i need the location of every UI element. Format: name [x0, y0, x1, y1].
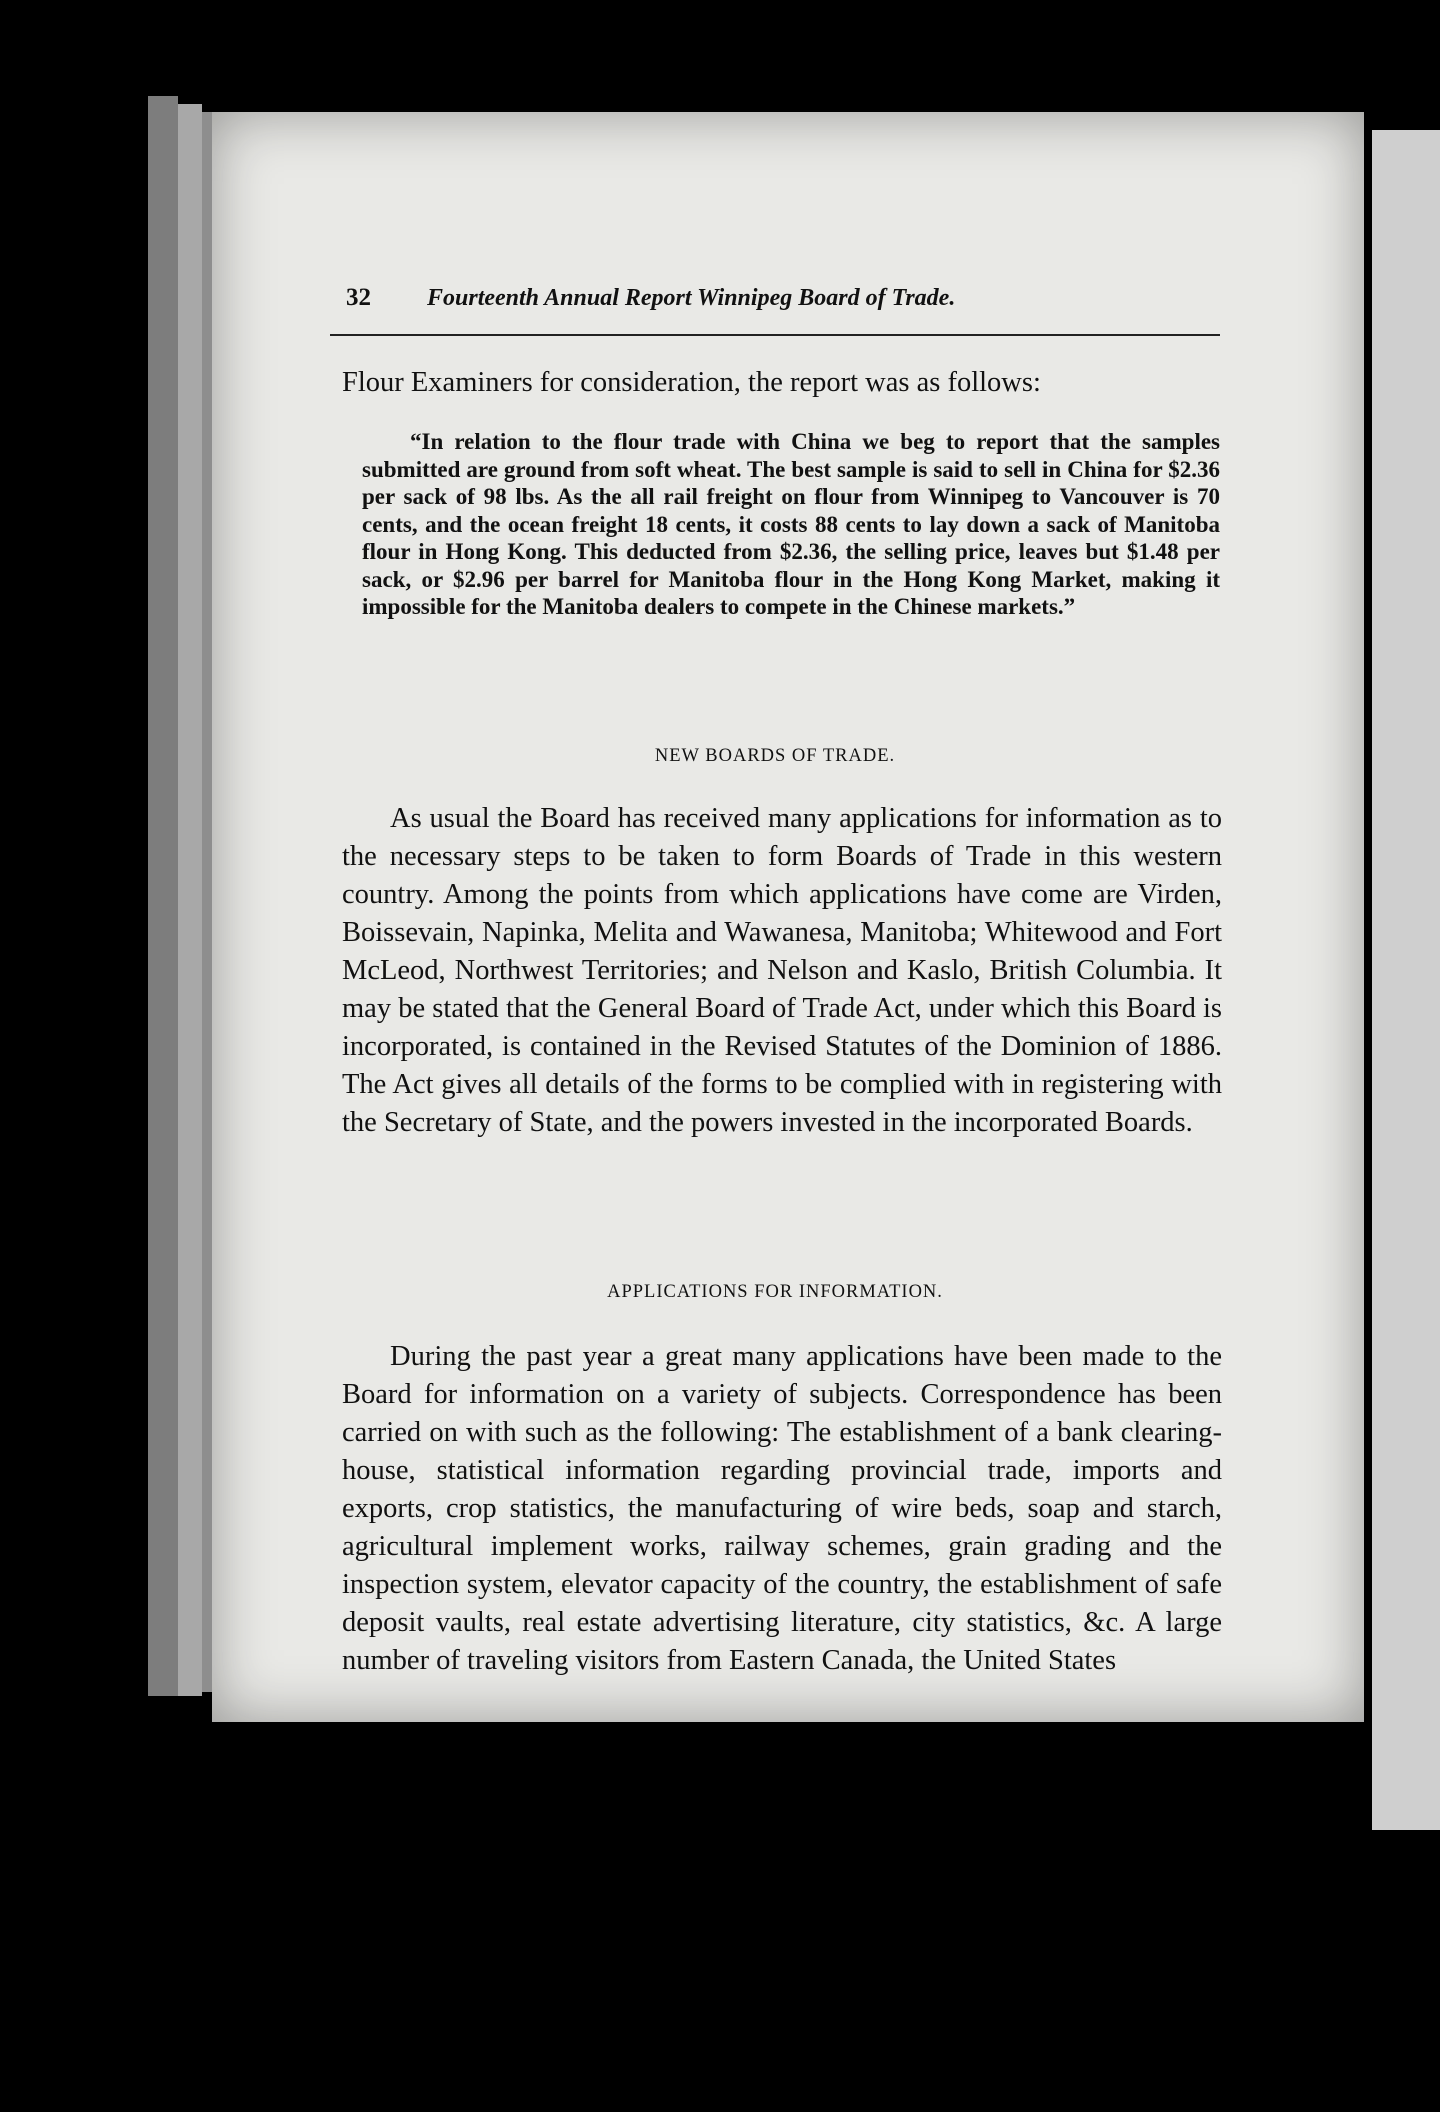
section-heading-new-boards: NEW BOARDS OF TRADE.: [654, 746, 896, 766]
header-rule: [330, 334, 1220, 336]
page-header: [346, 284, 1210, 312]
section-heading-applications: APPLICATIONS FOR INFORMATION.: [607, 1282, 943, 1302]
applications-paragraph: During the past year a great many applications have been made to the Board for information on a variety of subjects. Correspondence has been carried on with such as the following: The establishment of a bank clearing-house, statistical information regarding provincial trade, imports and exports, crop statistics, the manufacturing of wire beds, soap and starch, agricultural implement works, railway schemes, grain grading and the inspection system, elevator capacity of the country, the establishment of safe deposit vaults, real estate advertising literature, city statistics, &c. A large number of traveling visitors from Eastern Canada, the United States: [342, 1341, 1222, 1676]
adjacent-page-sliver: [1372, 130, 1440, 1830]
quoted-report: “In relation to the flour trade with China we beg to report that the samples submitted are ground from soft wheat. The best sample is said to sell in China for $2.36 per sack of 98 lbs. As the all rail freight on flour from Winnipeg to Vancouver is 70 cents, and the ocean freight 18 cents, it costs 88 cents to lay down a sack of Manitoba flour in Hong Kong. This deducted from $2.36, the selling price, leaves but $1.48 per sack, or $2.96 per barrel for Manitoba flour in the Hong Kong Market, making it impossible for the Manitoba dealers to compete in the Chinese markets.”: [362, 429, 1220, 619]
intro-paragraph: Flour Examiners for consideration, the report was as follows:: [342, 367, 1041, 398]
page-number: 32: [346, 284, 371, 311]
page-edge: [178, 104, 202, 1696]
document-page: [212, 112, 1364, 1722]
page-edge: [148, 96, 178, 1696]
new-boards-paragraph: As usual the Board has received many applications for information as to the necessary steps to be taken to form Boards of Trade in this western country. Among the points from which applications have come are Virden, Boissevain, Napinka, Melita and Wawanesa, Manitoba; Whitewood and Fort McLeod, Northwest Territories; and Nelson and Kaslo, British Columbia. It may be stated that the General Board of Trade Act, under which this Board is incorporated, is contained in the Revised Statutes of the Dominion of 1886. The Act gives all details of the forms to be complied with in registering with the Secretary of State, and the powers invested in the incorporated Boards.: [342, 803, 1222, 1138]
running-title: Fourteenth Annual Report Winnipeg Board of Trade.: [427, 285, 956, 311]
